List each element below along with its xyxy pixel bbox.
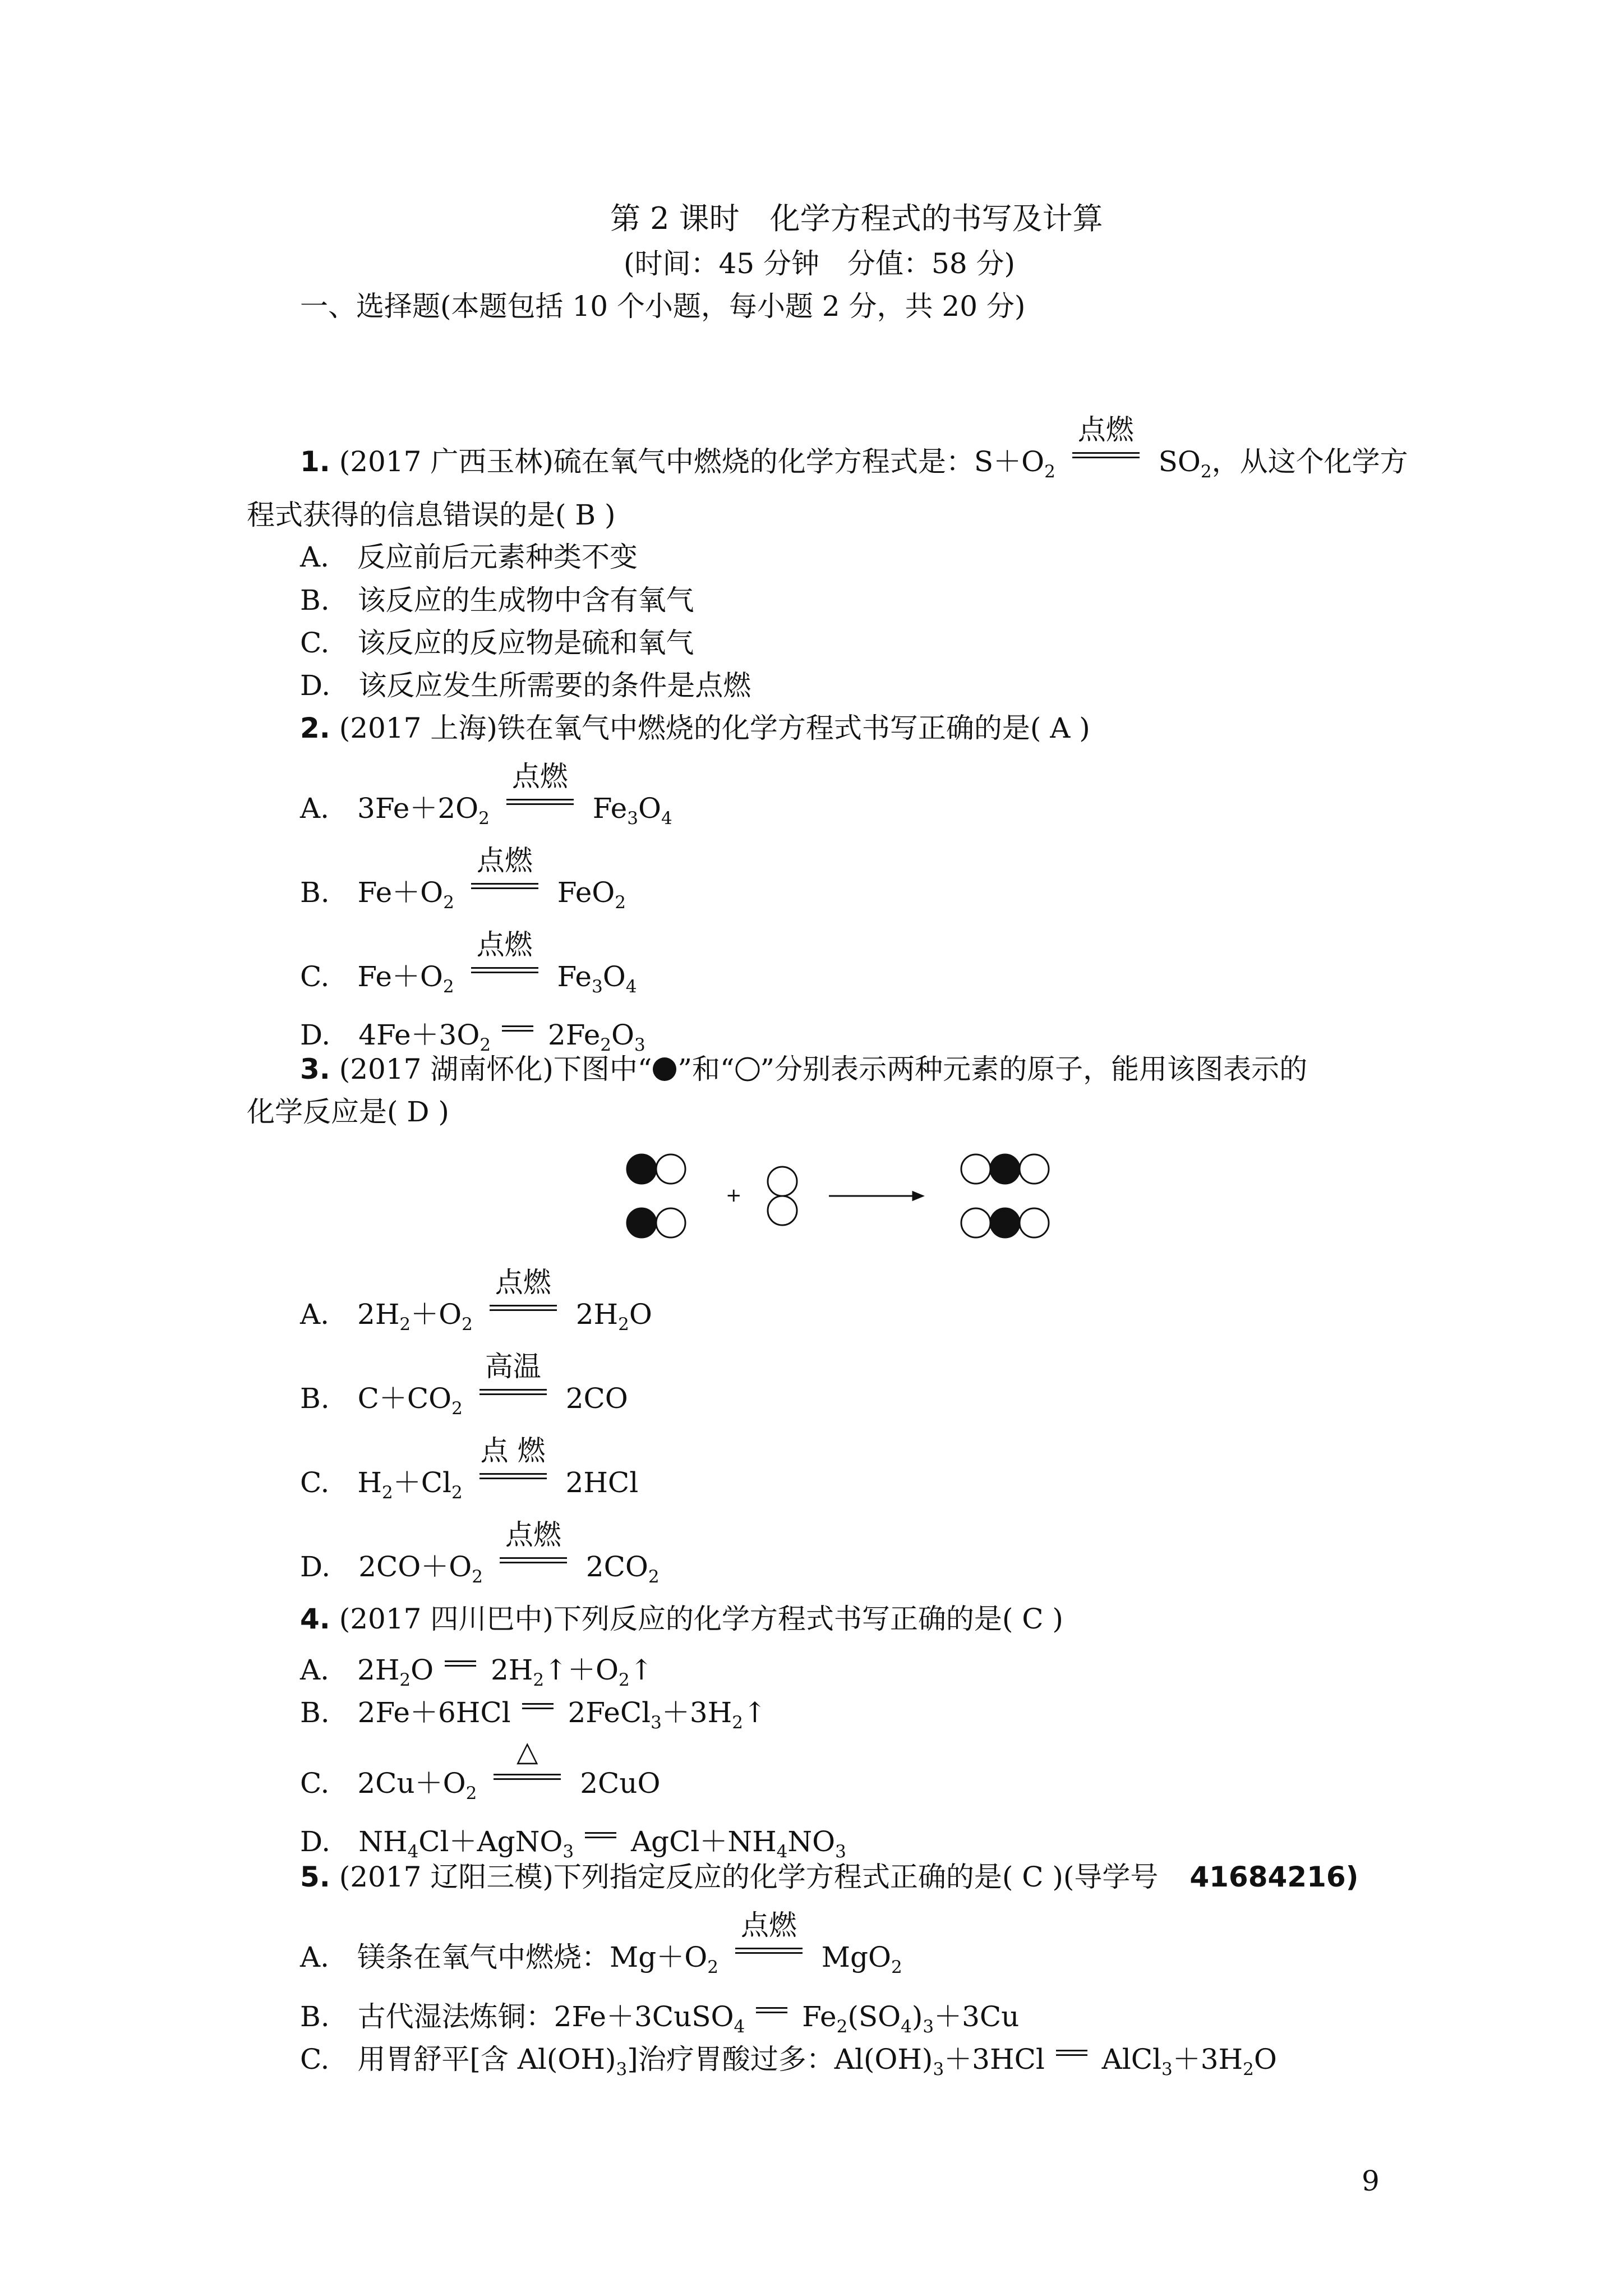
page-number: 9 [1362, 2165, 1380, 2197]
question-3-stem: 3. (2017 湖南怀化)下图中“ ”和“ ”分别表示两种元素的原子，能用该图表示的 [300, 1053, 1308, 1085]
reactant-molecule-1 [627, 1154, 685, 1184]
question-4-option-a: A. $2H_2O$ $2H_2↑+O_2↑$ [300, 1654, 653, 1690]
question-1-option-b: B. 该反应的生成物中含有氧气 [300, 584, 694, 616]
reaction-diagram [617, 1122, 1110, 1268]
reactant-molecule-2 [627, 1208, 685, 1237]
question-3-option-c: C. $H_2+Cl_2$ 点 燃 2HCl [300, 1434, 639, 1503]
question-1-option-c: C. 该反应的反应物是硫和氧气 [300, 627, 694, 659]
section-heading: 一、选择题(本题包括 10 个小题，每小题 2 分，共 20 分) [300, 290, 1026, 323]
question-1-option-d: D. 该反应发生所需要的条件是点燃 [300, 669, 751, 702]
product-molecule-2 [961, 1208, 1049, 1237]
reactant-molecule-3 [768, 1167, 797, 1225]
question-5-stem: 5. (2017 辽阳三模)下列指定反应的化学方程式正确的是( C )(导学号 41684216) [300, 1861, 1359, 1893]
question-5-option-c: C. 用胃舒平[含 $Al(OH)_3$]治疗胃酸过多：$Al(OH)_3+3HCl$ $AlCl_3+3H_2O$ [300, 2043, 1277, 2079]
question-2-option-b: B. $Fe+O_2$ 点燃 FeO$_2$ [300, 844, 626, 913]
question-4-option-c: C. $2Cu+O_2$ △ 2CuO [300, 1735, 661, 1803]
question-4-stem: 4. (2017 四川巴中)下列反应的化学方程式书写正确的是( C ) [300, 1603, 1063, 1635]
question-1-stem-line2: 程式获得的信息错误的是( B ) [247, 499, 616, 531]
reaction-arrow [829, 1192, 923, 1200]
product-molecule-1 [961, 1154, 1049, 1184]
question-3-option-b: B. $C+CO_2$ 高温 2CO [300, 1350, 628, 1419]
question-5-option-a: A. 镁条在氧气中燃烧：$Mg+O_2$ 点燃 MgO$_2$ [300, 1909, 902, 1977]
question-5-option-b: B. 古代湿法炼铜：2Fe＋3CuSO$_4$ $Fe_2(SO_4)_3+3Cu$ [300, 2000, 1020, 2037]
question-2-stem: 2. (2017 上海)铁在氧气中燃烧的化学方程式书写正确的是( A ) [300, 712, 1090, 744]
question-4-option-b: B. 2Fe＋6HCl $2FeCl_3+3H_2↑$ [300, 1696, 767, 1733]
question-1-stem: 1. (2017 广西玉林)硫在氧气中燃烧的化学方程式是：$S+O_2$ 点燃 $SO_2$，从这个化学方 [300, 413, 1408, 482]
question-2-option-d: D. $4Fe+3O_2$ $2Fe_2O_3$ [300, 1019, 645, 1055]
plus-sign: + [726, 1184, 742, 1207]
question-2-option-c: C. $Fe+O_2$ 点燃 $Fe_3O_4$ [300, 928, 637, 997]
question-3-option-d: D. $2CO+O_2$ 点燃 $2CO_2$ [300, 1519, 660, 1587]
question-2-option-a: A. $3Fe+2O_2$ 点燃 $Fe_3O_4$ [300, 760, 672, 829]
white-atom-icon [735, 1056, 760, 1082]
page-title: 第 2 课时 化学方程式的书写及计算 [610, 201, 1103, 236]
reaction-condition: 点燃 [1072, 438, 1140, 471]
question-3-stem-line2: 化学反应是( D ) [247, 1096, 449, 1128]
black-atom-icon [652, 1056, 677, 1082]
question-4-option-d: D. $NH_4Cl+AgNO_3$ $AgCl+NH_4NO_3$ [300, 1825, 846, 1862]
exam-info: (时间：45 分钟 分值：58 分) [624, 247, 1016, 280]
guide-number: 41684216) [1189, 1861, 1359, 1893]
question-3-option-a: A. $2H_2+O_2$ 点燃 $2H_2O$ [300, 1266, 652, 1335]
question-number: 1. [300, 445, 330, 478]
question-1-option-a: A. 反应前后元素种类不变 [300, 541, 638, 573]
